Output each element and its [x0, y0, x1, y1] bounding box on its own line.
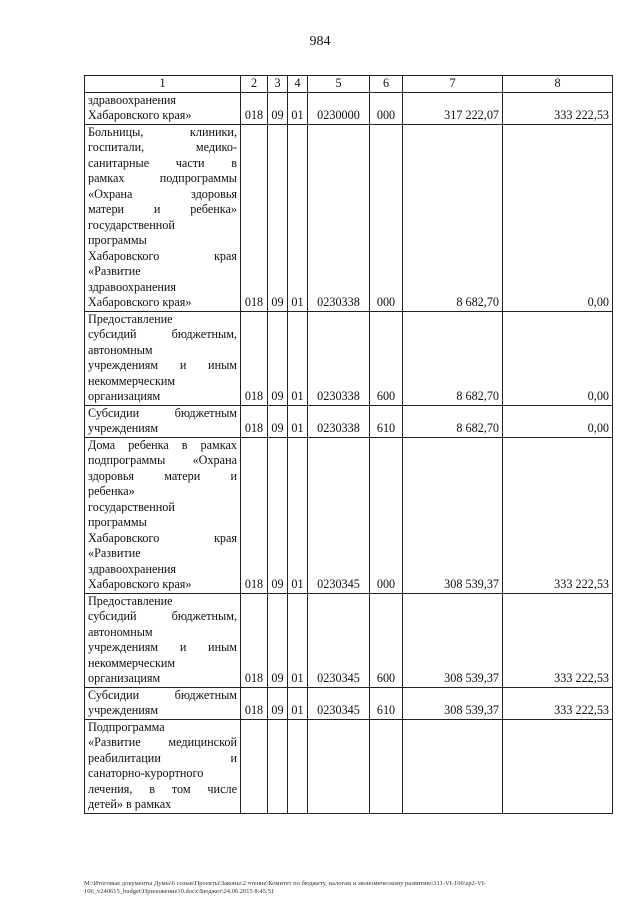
table-row	[85, 92, 613, 124]
amount-year-1: 8 682,70	[403, 405, 503, 437]
section-code: 018	[241, 311, 268, 405]
description-line: Дома ребенка в рамках	[88, 437, 237, 452]
subchapter-code: 01	[288, 124, 308, 311]
budget-table	[84, 75, 613, 814]
column-header-5: 5	[308, 76, 370, 93]
description-line: субсидий бюджетным,	[88, 327, 237, 341]
description-line: ребенка»	[88, 484, 135, 498]
column-header-3: 3	[268, 76, 288, 93]
amount-year-1: 8 682,70	[403, 311, 503, 405]
expense-type-code: 000	[370, 437, 403, 593]
subchapter-code: 01	[288, 92, 308, 124]
description-line: учреждениям	[88, 421, 159, 435]
description-line: субсидий бюджетным,	[88, 609, 237, 623]
row-description	[85, 593, 241, 687]
row-description	[85, 311, 241, 405]
table-row	[85, 593, 613, 687]
description-line: Больницы, клиники,	[88, 124, 237, 139]
amount-year-2	[503, 719, 613, 813]
chapter-code: 09	[268, 92, 288, 124]
row-description	[85, 405, 241, 437]
amount-year-2: 0,00	[503, 124, 613, 311]
description-line: «Охрана здоровья	[88, 186, 237, 201]
chapter-code: 09	[268, 437, 288, 593]
target-article-code: 0230338	[308, 405, 370, 437]
table-row	[85, 719, 613, 813]
amount-year-1: 317 222,07	[403, 92, 503, 124]
amount-year-2: 333 222,53	[503, 593, 613, 687]
table-row	[85, 124, 613, 311]
description-line: здравоохранения	[88, 279, 177, 294]
chapter-code: 09	[268, 687, 288, 719]
section-code	[241, 719, 268, 813]
amount-year-1: 308 539,37	[403, 593, 503, 687]
description-line: Субсидии бюджетным	[88, 405, 237, 420]
description-line: Предоставление	[88, 593, 173, 608]
description-line: организациям	[88, 389, 161, 403]
amount-year-1: 308 539,37	[403, 437, 503, 593]
description-line: «Развитие	[88, 546, 141, 560]
amount-year-2: 0,00	[503, 311, 613, 405]
chapter-code: 09	[268, 124, 288, 311]
chapter-code: 09	[268, 593, 288, 687]
description-line: здравоохранения	[88, 92, 177, 107]
description-line: Хабаровского края»	[88, 108, 192, 122]
target-article-code: 0230338	[308, 311, 370, 405]
description-line: подпрограммы «Охрана	[88, 453, 237, 467]
table-row	[85, 437, 613, 593]
chapter-code: 09	[268, 405, 288, 437]
description-line: некоммерческим	[88, 373, 176, 388]
description-line: автономным	[88, 342, 153, 357]
target-article-code: 0230345	[308, 687, 370, 719]
expense-type-code: 000	[370, 124, 403, 311]
chapter-code: 09	[268, 311, 288, 405]
amount-year-2: 0,00	[503, 405, 613, 437]
row-description	[85, 124, 241, 311]
column-header-8: 8	[503, 76, 613, 93]
expense-type-code: 600	[370, 311, 403, 405]
description-line: «Развитие	[88, 264, 141, 278]
subchapter-code: 01	[288, 593, 308, 687]
subchapter-code	[288, 719, 308, 813]
description-line: организациям	[88, 671, 161, 685]
description-line: программы	[88, 233, 147, 247]
expense-type-code: 610	[370, 405, 403, 437]
description-line: Хабаровского края»	[88, 295, 192, 309]
column-header-1: 1	[85, 76, 241, 93]
table-row	[85, 687, 613, 719]
subchapter-code: 01	[288, 311, 308, 405]
description-line: реабилитации и	[88, 750, 237, 765]
amount-year-2: 333 222,53	[503, 687, 613, 719]
expense-type-code: 600	[370, 593, 403, 687]
subchapter-code: 01	[288, 687, 308, 719]
description-line: программы	[88, 515, 147, 529]
section-code: 018	[241, 687, 268, 719]
amount-year-1: 8 682,70	[403, 124, 503, 311]
amount-year-1	[403, 719, 503, 813]
column-header-7: 7	[403, 76, 503, 93]
description-line: Подпрограмма	[88, 719, 165, 734]
section-code: 018	[241, 593, 268, 687]
target-article-code	[308, 719, 370, 813]
expense-type-code	[370, 719, 403, 813]
table-body	[85, 92, 613, 813]
description-line: детей» в рамках	[88, 797, 172, 811]
subchapter-code: 01	[288, 437, 308, 593]
column-header-2: 2	[241, 76, 268, 93]
description-line: некоммерческим	[88, 655, 176, 670]
description-line: государственной	[88, 217, 175, 232]
table-row	[85, 311, 613, 405]
table-row	[85, 405, 613, 437]
row-description	[85, 92, 241, 124]
description-line: учреждениям	[88, 703, 159, 717]
target-article-code: 0230345	[308, 437, 370, 593]
description-line: Субсидии бюджетным	[88, 687, 237, 702]
amount-year-2: 333 222,53	[503, 437, 613, 593]
target-article-code: 0230338	[308, 124, 370, 311]
description-line: Хабаровского края	[88, 248, 237, 263]
description-line: матери и ребенка»	[88, 202, 237, 216]
target-article-code: 0230345	[308, 593, 370, 687]
description-line: Хабаровского края	[88, 530, 237, 545]
section-code: 018	[241, 92, 268, 124]
row-description	[85, 437, 241, 593]
column-header-4: 4	[288, 76, 308, 93]
chapter-code	[268, 719, 288, 813]
description-line: государственной	[88, 499, 175, 514]
description-line: автономным	[88, 624, 153, 639]
description-line: учреждениям и иным	[88, 358, 237, 372]
description-line: здравоохранения	[88, 561, 177, 576]
description-line: санаторно-курортного	[88, 766, 204, 780]
row-description	[85, 719, 241, 813]
description-line: госпитали, медико-	[88, 140, 237, 154]
description-line: рамках подпрограммы	[88, 171, 237, 185]
amount-year-2: 333 222,53	[503, 92, 613, 124]
expense-type-code: 000	[370, 92, 403, 124]
section-code: 018	[241, 437, 268, 593]
row-description	[85, 687, 241, 719]
description-line: лечения, в том числе	[88, 781, 237, 796]
description-line: Хабаровского края»	[88, 577, 192, 591]
description-line: учреждениям и иным	[88, 640, 237, 654]
description-line: санитарные части в	[88, 155, 237, 170]
subchapter-code: 01	[288, 405, 308, 437]
amount-year-1: 308 539,37	[403, 687, 503, 719]
page-number: 984	[309, 34, 331, 49]
target-article-code: 0230000	[308, 92, 370, 124]
description-line: «Развитие медицинской	[88, 735, 237, 749]
document-path-footer: М:\Итоговые документы Думы\6 созыв\Проекты\Законы\2 чтение\Комитет по бюджету, налогам и экономическому развитию\311-VI-106\zp2-VI-106_v240615_budget\Приложение10.docx\Бюджет\24.06.2015 8:45:51	[84, 880, 487, 895]
section-code: 018	[241, 124, 268, 311]
expense-type-code: 610	[370, 687, 403, 719]
description-line: Предоставление	[88, 311, 173, 326]
column-header-6: 6	[370, 76, 403, 93]
table-header-row	[85, 76, 613, 93]
description-line: здоровья матери и	[88, 468, 237, 483]
section-code: 018	[241, 405, 268, 437]
